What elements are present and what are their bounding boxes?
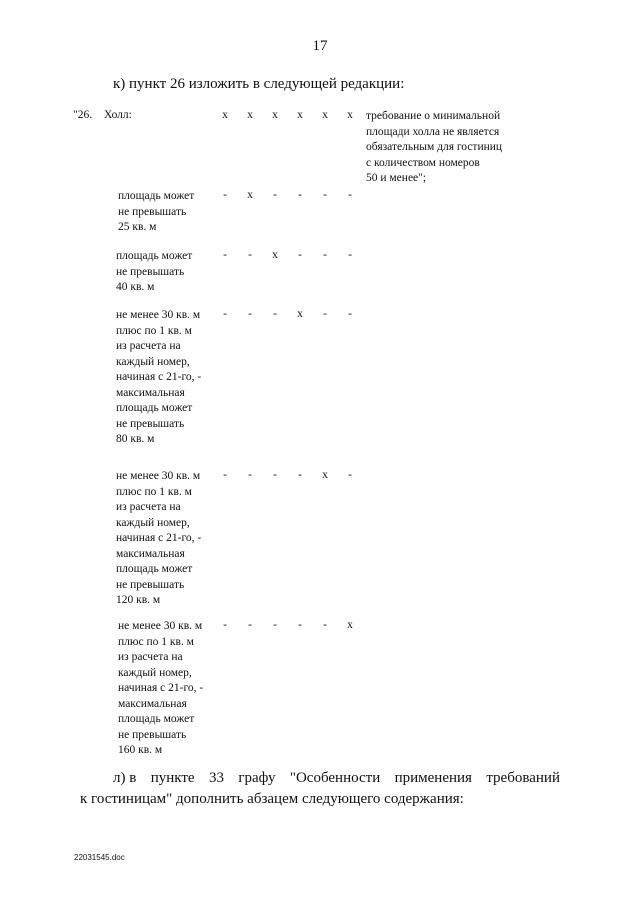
condition-line: не превышать bbox=[118, 205, 187, 218]
condition-line: не менее 30 кв. м bbox=[118, 620, 203, 632]
header-mark: х bbox=[222, 109, 228, 121]
requirement-line: обязательным для гостиниц bbox=[366, 141, 503, 153]
condition-line: из расчета на bbox=[116, 340, 181, 352]
paragraph-line-2: к гостиницам" дополнить абзацем следующего содержания: bbox=[80, 791, 464, 807]
dash-mark: - bbox=[223, 469, 227, 481]
condition-line: 25 кв. м bbox=[118, 221, 157, 233]
dash-mark: - bbox=[348, 249, 352, 261]
header-mark: х bbox=[322, 109, 328, 121]
header-mark: х bbox=[347, 109, 353, 121]
requirement-line: площади холла не является bbox=[366, 125, 500, 138]
dash-mark: - bbox=[223, 619, 227, 631]
amendment-paragraph bbox=[80, 768, 560, 810]
paragraph-line-1 bbox=[80, 768, 560, 789]
dash-mark: - bbox=[348, 308, 352, 320]
condition-line: не превышать bbox=[118, 728, 187, 741]
dash-mark: - bbox=[248, 619, 252, 631]
paragraph-word: 33 bbox=[208, 770, 224, 786]
dash-mark: - bbox=[298, 249, 302, 261]
condition-line: не менее 30 кв. м bbox=[116, 309, 201, 321]
condition-line: максимальная bbox=[118, 697, 187, 710]
x-mark: х bbox=[272, 249, 278, 261]
condition-line: площадь может bbox=[116, 563, 193, 575]
condition-line: 160 кв. м bbox=[118, 744, 163, 756]
condition-text bbox=[118, 619, 203, 759]
x-mark: х bbox=[347, 619, 353, 631]
dash-mark: - bbox=[298, 189, 302, 201]
condition-line: не менее 30 кв. м bbox=[116, 470, 201, 482]
paragraph-word: "Особенности bbox=[289, 770, 381, 786]
dash-mark: - bbox=[273, 619, 277, 631]
condition-line: плюс по 1 кв. м bbox=[118, 635, 194, 648]
dash-mark: - bbox=[323, 249, 327, 261]
condition-line: каждый номер, bbox=[118, 666, 192, 679]
requirement-note bbox=[366, 109, 502, 187]
condition-line: плюс по 1 кв. м bbox=[116, 324, 192, 337]
dash-mark: - bbox=[348, 469, 352, 481]
dash-mark: - bbox=[323, 308, 327, 320]
paragraph-word: пункте bbox=[150, 770, 195, 786]
dash-mark: - bbox=[298, 619, 302, 631]
condition-line: из расчета на bbox=[118, 651, 183, 663]
x-mark: х bbox=[247, 189, 253, 201]
dash-mark: - bbox=[223, 249, 227, 261]
condition-line: площадь может bbox=[118, 713, 195, 725]
paragraph-word: графу bbox=[238, 770, 276, 786]
page-number: 17 bbox=[312, 38, 328, 54]
row-name: Холл: bbox=[104, 109, 132, 121]
header-mark: х bbox=[297, 109, 303, 121]
condition-line: начиная с 21-го, - bbox=[116, 371, 202, 383]
condition-line: 40 кв. м bbox=[116, 281, 155, 293]
requirement-line: с количеством номеров bbox=[366, 156, 480, 169]
dash-mark: - bbox=[248, 308, 252, 320]
file-name-footer: 22031545.doc bbox=[74, 853, 125, 862]
dash-mark: - bbox=[223, 308, 227, 320]
row-number: "26. bbox=[73, 109, 93, 121]
dash-mark: - bbox=[323, 619, 327, 631]
x-mark: х bbox=[322, 469, 328, 481]
dash-mark: - bbox=[223, 189, 227, 201]
amendment-intro: к) пункт 26 изложить в следующей редакции: bbox=[113, 76, 405, 92]
condition-line: максимальная bbox=[116, 386, 185, 399]
condition-line: начиная с 21-го, - bbox=[118, 682, 204, 694]
condition-text bbox=[116, 469, 201, 609]
dash-mark: - bbox=[273, 189, 277, 201]
requirement-line: 50 и менее"; bbox=[366, 172, 427, 184]
condition-text bbox=[116, 308, 201, 448]
condition-line: площадь может bbox=[116, 402, 193, 414]
paragraph-word: л) в bbox=[113, 770, 137, 786]
dash-mark: - bbox=[273, 469, 277, 481]
x-mark: х bbox=[297, 308, 303, 320]
condition-line: 80 кв. м bbox=[116, 433, 155, 445]
condition-line: каждый номер, bbox=[116, 516, 190, 529]
condition-line: максимальная bbox=[116, 547, 185, 560]
paragraph-word: требований bbox=[486, 770, 560, 786]
condition-line: плюс по 1 кв. м bbox=[116, 485, 192, 498]
dash-mark: - bbox=[348, 189, 352, 201]
dash-mark: - bbox=[248, 249, 252, 261]
condition-line: 120 кв. м bbox=[116, 594, 161, 606]
condition-line: каждый номер, bbox=[116, 355, 190, 368]
paragraph-word: применения bbox=[394, 770, 472, 786]
dash-mark: - bbox=[323, 189, 327, 201]
header-mark: х bbox=[247, 109, 253, 121]
condition-line: площадь может bbox=[118, 190, 195, 202]
condition-line: площадь может bbox=[116, 250, 193, 262]
header-mark: х bbox=[272, 109, 278, 121]
dash-mark: - bbox=[273, 308, 277, 320]
condition-line: начиная с 21-го, - bbox=[116, 532, 202, 544]
dash-mark: - bbox=[298, 469, 302, 481]
condition-line: не превышать bbox=[116, 265, 185, 278]
requirement-line: требование о минимальной bbox=[366, 110, 501, 122]
condition-line: из расчета на bbox=[116, 501, 181, 513]
condition-text bbox=[118, 189, 194, 236]
condition-line: не превышать bbox=[116, 417, 185, 430]
dash-mark: - bbox=[248, 469, 252, 481]
condition-line: не превышать bbox=[116, 578, 185, 591]
condition-text bbox=[116, 249, 192, 296]
